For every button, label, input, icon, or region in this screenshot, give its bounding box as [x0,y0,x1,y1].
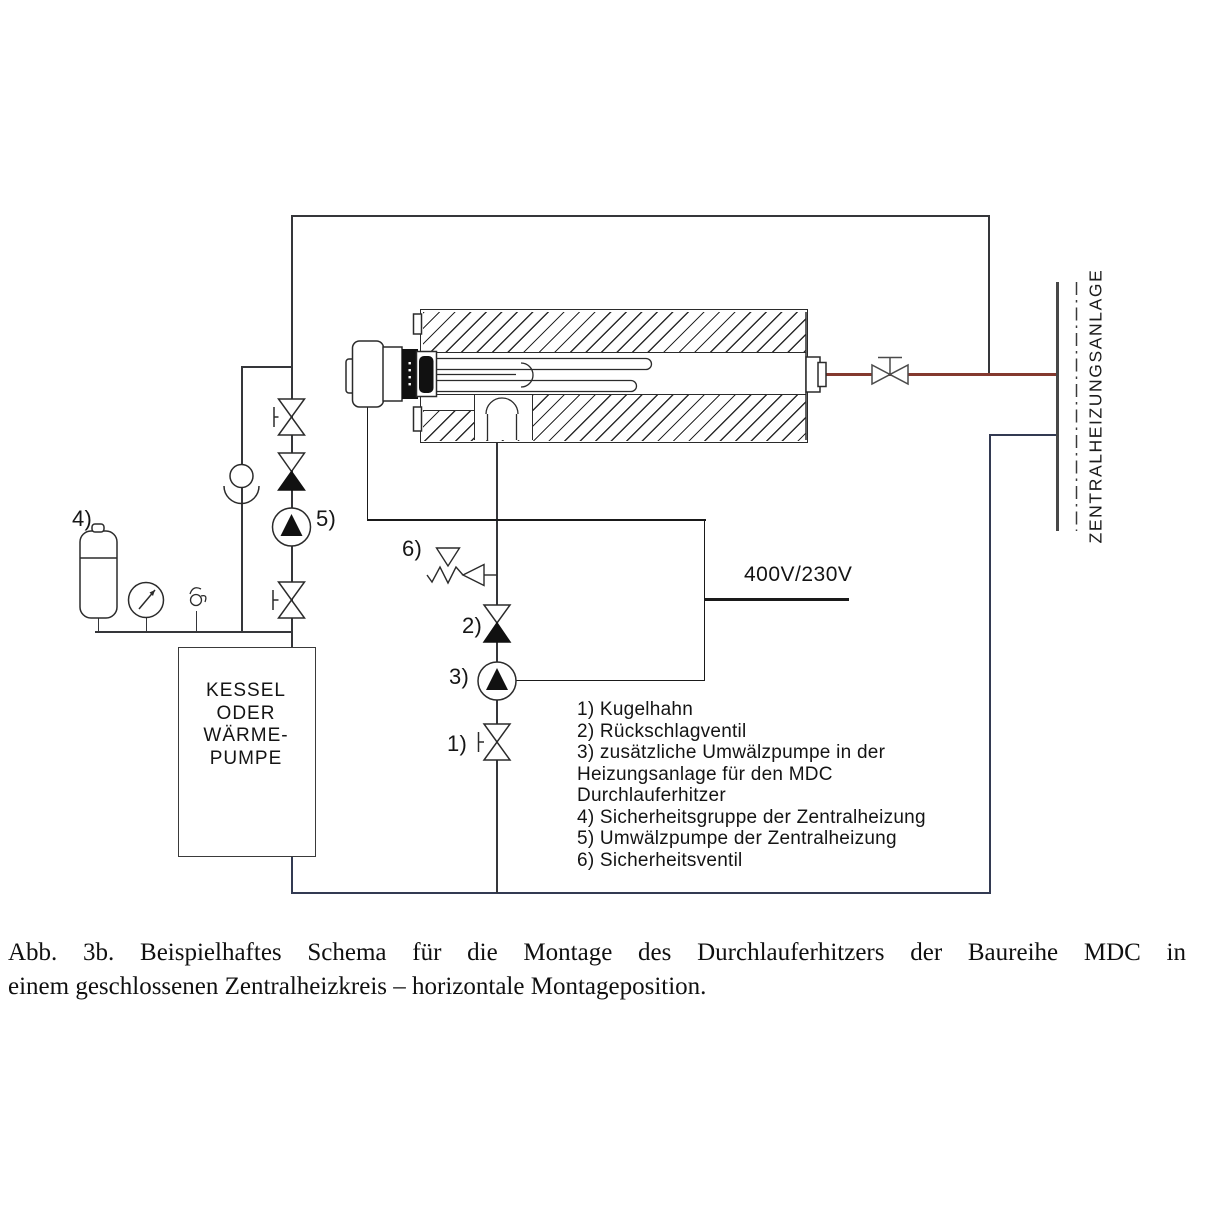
label-5: 5) [316,506,337,531]
label-4: 4) [72,506,93,531]
legend-line: 1) Kugelhahn [577,699,694,720]
air-vent-symbol [190,588,206,606]
legend-line: 4) Sicherheitsgruppe der Zentralheizung [577,806,926,828]
legend-line: Durchlauferhitzer [577,785,726,806]
central-heating-system-label: ZENTRALHEIZUNGSANLAGE [1085,268,1106,544]
label-6: 6) [402,536,423,561]
legend-line: Heizungsanlage für den MDC [577,763,833,785]
label-2: 2) [462,613,483,638]
heater-head [346,341,437,407]
circulation-pump-5-symbol [273,508,311,546]
boiler-label-line: KESSEL [206,680,286,701]
drain-funnel-symbol [224,465,259,504]
ball-valve-1-symbol [479,724,511,760]
boiler-label-line: WÄRME- [203,725,289,746]
shutoff-valve-upper-left-symbol [274,399,305,435]
figure-caption [8,936,1186,1004]
label-3: 3) [449,664,470,689]
safety-valve-6-symbol [427,548,497,586]
legend [577,699,926,871]
shutoff-valve-lower-left-symbol [273,582,305,618]
heater-inlet-nozzle [486,398,518,440]
legend-line: 3) zusätzliche Umwälzpumpe in der [577,742,886,763]
legend-line: 6) Sicherheitsventil [577,849,743,871]
check-valve-left-symbol [279,453,305,490]
legend-line: 5) Umwälzpumpe der Zentralheizung [577,828,897,849]
check-valve-2-symbol [484,605,510,642]
boiler-label-line: ODER [216,702,276,724]
pressure-gauge-symbol [129,583,164,618]
figure-caption-line2: einem geschlossenen Zentralheizkreis – horizontale Montageposition. [8,973,707,1000]
heater-outlet-fitting [414,312,827,440]
expansion-vessel-symbol [80,524,117,618]
label-1: 1) [447,731,468,756]
heating-element [433,359,652,392]
power-supply-label: 400V/230V [744,563,853,586]
shutoff-valve-supply-symbol [872,358,908,385]
figure-caption-line1: Abb. 3b. Beispielhaftes Schema für die Montage des Durchlauferhitzers der Baureihe MDC in [8,939,1186,966]
circulation-pump-3-symbol [478,662,516,700]
boiler-label-line: PUMPE [209,747,283,769]
legend-line: 2) Rückschlagventil [577,720,747,742]
